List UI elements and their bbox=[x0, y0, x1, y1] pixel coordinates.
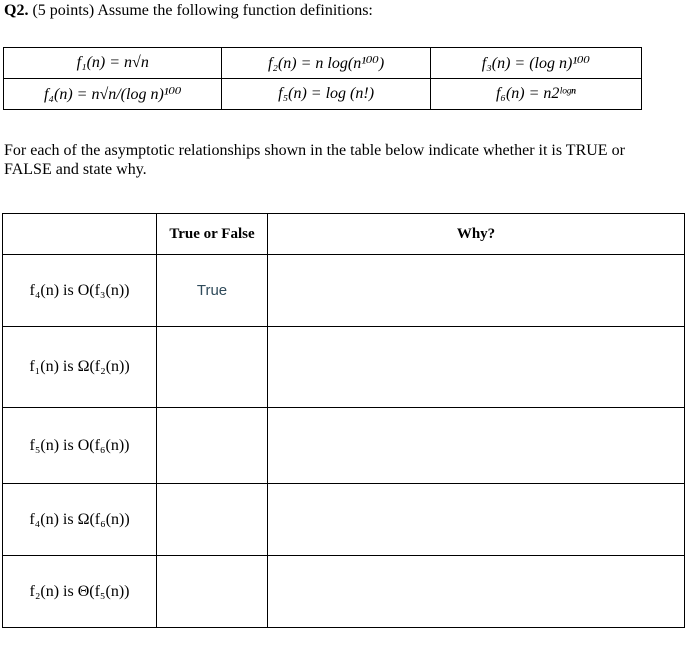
statement-cell: f₂(n) is Θ(f₅(n)) bbox=[3, 556, 157, 628]
question-text: (5 points) Assume the following function definitions: bbox=[28, 2, 373, 19]
answer-cell[interactable] bbox=[157, 327, 268, 408]
answer-cell[interactable] bbox=[157, 408, 268, 484]
statement-cell: f₅(n) is O(f₆(n)) bbox=[3, 408, 157, 484]
header-statement bbox=[3, 214, 157, 255]
statement-cell: f₁(n) is Ω(f₂(n)) bbox=[3, 327, 157, 408]
definition-f5: f₅(n) = log (n!) bbox=[222, 79, 430, 110]
table-row bbox=[3, 408, 685, 484]
question-label: Q2. bbox=[4, 2, 29, 19]
instructions-text: For each of the asymptotic relationships shown in the table below indicate whether it is TRUE or FALSE and state why. bbox=[4, 142, 625, 178]
question-header bbox=[4, 2, 373, 20]
definition-f4: f₄(n) = n√n/(log n)¹⁰⁰ bbox=[4, 79, 222, 110]
definition-f6: f₆(n) = n2ˡᵒᵍⁿ bbox=[430, 79, 641, 110]
why-cell[interactable] bbox=[268, 327, 685, 408]
definitions-row bbox=[4, 48, 642, 79]
table-header-row bbox=[3, 214, 685, 255]
statement-cell: f₄(n) is Ω(f₆(n)) bbox=[3, 484, 157, 556]
why-cell[interactable] bbox=[268, 408, 685, 484]
header-why: Why? bbox=[268, 214, 685, 255]
table-row bbox=[3, 327, 685, 408]
definition-f3: f₃(n) = (log n)¹⁰⁰ bbox=[430, 48, 641, 79]
why-cell[interactable] bbox=[268, 556, 685, 628]
answer-cell[interactable]: True bbox=[157, 255, 268, 327]
why-cell[interactable] bbox=[268, 255, 685, 327]
table-row bbox=[3, 255, 685, 327]
answer-cell[interactable] bbox=[157, 484, 268, 556]
why-cell[interactable] bbox=[268, 484, 685, 556]
definition-f2: f₂(n) = n log(n¹⁰⁰) bbox=[222, 48, 430, 79]
table-row bbox=[3, 484, 685, 556]
definitions-row bbox=[4, 79, 642, 110]
header-true-false: True or False bbox=[157, 214, 268, 255]
definition-f1: f₁(n) = n√n bbox=[4, 48, 222, 79]
answer-cell[interactable] bbox=[157, 556, 268, 628]
asymptotic-relationships-table bbox=[2, 213, 685, 628]
function-definitions-table bbox=[3, 47, 642, 110]
statement-cell: f₄(n) is O(f₃(n)) bbox=[3, 255, 157, 327]
table-row bbox=[3, 556, 685, 628]
